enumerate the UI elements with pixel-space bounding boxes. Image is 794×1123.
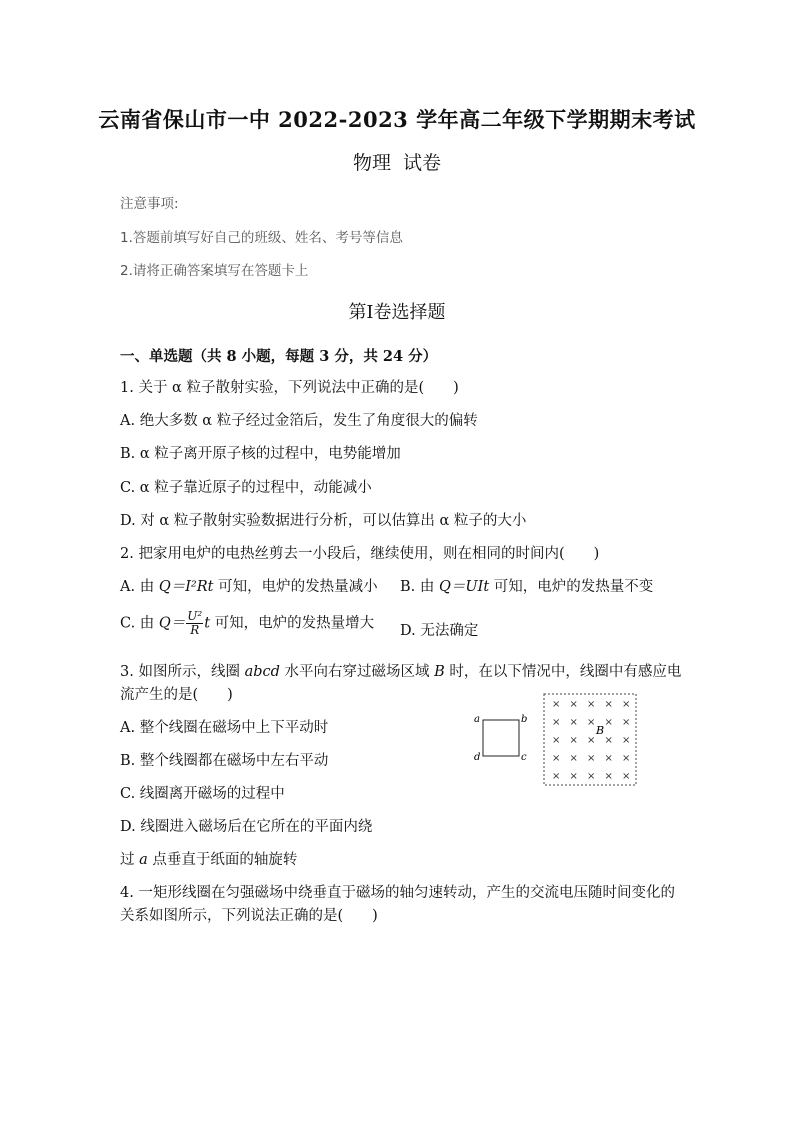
q2-option-c: C. 由 Q＝ $\frac{\text{U²}}{R}$ t 可知，电炉的发热量增大 (120, 609, 375, 637)
field-cross: × (552, 753, 561, 764)
field-cross: × (587, 735, 596, 746)
coil-square (483, 720, 519, 756)
field-cross: × (587, 753, 596, 764)
section-title: 第Ⅰ卷选择题 (348, 302, 446, 323)
q1-stem: 1. 关于 α 粒子散射实验，下列说法中正确的是( ) (120, 380, 459, 396)
coil-corner-d: d (474, 752, 481, 763)
field-cross: × (604, 717, 613, 728)
field-cross: × (552, 717, 561, 728)
exam-subtitle: 物理 试卷 (352, 152, 442, 174)
q1-option-a: A. 绝大多数 α 粒子经过金箔后，发生了角度很大的偏转 (120, 413, 478, 429)
coil-corner-b: b (521, 714, 528, 725)
q2-option-b: B. 由 Q＝UIt 可知，电炉的发热量不变 (400, 579, 654, 595)
q2-option-d: D. 无法确定 (400, 623, 479, 639)
q2-formula-a: Q＝I²Rt (158, 579, 214, 595)
q4-stem-line1: 4. 一矩形线圈在匀强磁场中绕垂直于磁场的轴匀速转动，产生的交流电压随时间变化的 (120, 885, 675, 901)
field-cross: × (604, 699, 613, 710)
field-cross: × (622, 771, 631, 782)
q1-option-b: B. α 粒子离开原子核的过程中，电势能增加 (120, 446, 401, 462)
q3-option-a: A. 整个线圈在磁场中上下平动时 (120, 720, 329, 736)
field-cross: × (587, 699, 596, 710)
q4-stem-line2: 关系如图所示，下列说法正确的是( ) (120, 908, 378, 924)
q3-option-d: D. 线圈进入磁场后在它所在的平面内绕 (120, 819, 373, 835)
field-cross: × (552, 771, 561, 782)
coil-magnetic-field-figure (468, 688, 643, 788)
field-cross: × (587, 717, 596, 728)
q2-formula-b: Q＝UIt (438, 579, 490, 595)
q2-option-a: A. 由 Q＝I²Rt 可知，电炉的发热量减小 (120, 579, 378, 595)
field-cross: × (622, 753, 631, 764)
field-cross: × (569, 753, 578, 764)
notes-heading: 注意事项: (120, 196, 179, 212)
field-cross: × (622, 717, 631, 728)
coil-corner-a: a (474, 714, 480, 725)
coil-corner-c: c (521, 752, 527, 763)
q3-option-c: C. 线圈离开磁场的过程中 (120, 786, 285, 802)
field-cross: × (604, 771, 613, 782)
field-cross: × (552, 699, 561, 710)
field-cross: × (604, 735, 613, 746)
q2-stem: 2. 把家用电炉的电热丝剪去一小段后，继续使用，则在相同的时间内( ) (120, 546, 600, 562)
q1-option-d: D. 对 α 粒子散射实验数据进行分析，可以估算出 α 粒子的大小 (120, 513, 527, 529)
note-item-2: 2.请将正确答案填写在答题卡上 (120, 263, 309, 279)
field-cross: × (604, 753, 613, 764)
q2-fraction: $\frac{\text{U²}}{R}$ (187, 609, 203, 637)
field-cross: × (569, 699, 578, 710)
field-cross: × (569, 771, 578, 782)
exam-title: 云南省保山市一中 2022-2023 学年高二年级下学期期末考试 (98, 107, 696, 132)
q3-stem-line1: 3. 如图所示，线圈 abcd 水平向右穿过磁场区域 B 时，在以下情况中，线圈中有感应电 (120, 664, 682, 680)
field-cross: × (552, 735, 561, 746)
note-item-1: 1.答题前填写好自己的班级、姓名、考号等信息 (120, 230, 403, 246)
field-cross: × (569, 735, 578, 746)
field-cross: × (587, 771, 596, 782)
q3-stem-line2: 流产生的是( ) (120, 687, 233, 703)
field-label-b: B (596, 724, 605, 737)
q3-option-d-continued: 过 a 点垂直于纸面的轴旋转 (120, 852, 298, 868)
field-cross: × (622, 699, 631, 710)
field-crosses (552, 699, 630, 782)
part-heading: 一、单选题（共 8 小题，每题 3 分，共 24 分） (120, 348, 438, 365)
field-cross: × (569, 717, 578, 728)
q3-option-b: B. 整个线圈都在磁场中左右平动 (120, 753, 329, 769)
q1-option-c: C. α 粒子靠近原子的过程中，动能减小 (120, 480, 372, 496)
field-cross: × (622, 735, 631, 746)
